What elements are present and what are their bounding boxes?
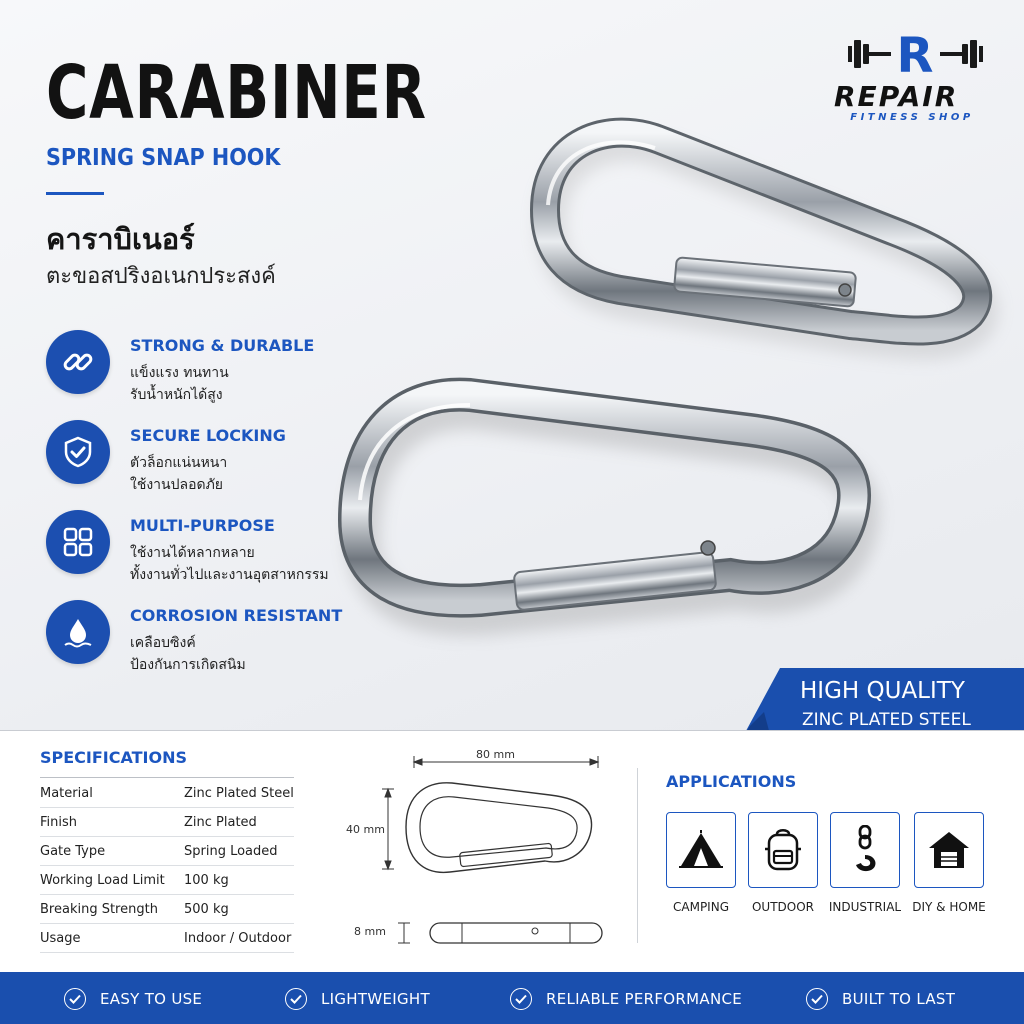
footer-badge-label: RELIABLE PERFORMANCE [546,990,743,1008]
spec-label: Breaking Strength [40,902,158,917]
spec-label: Gate Type [40,844,106,859]
page-title: CARABINER [46,50,427,136]
water-drop-icon [46,600,110,664]
feature-heading: CORROSION RESISTANT [130,606,343,625]
check-circle-icon [510,988,532,1010]
dimension-thickness: 8 mm [354,925,386,938]
application-label: INDUSTRIAL [828,900,902,914]
feature-line: ใช้งานได้หลากหลาย [130,545,255,561]
feature-multi-purpose [46,510,366,590]
spec-row [40,779,294,808]
applications-divider [637,768,638,943]
feature-line: เคลือบซิงค์ [130,635,196,651]
spec-value: Indoor / Outdoor [184,931,292,946]
footer-badge-lightweight [285,986,430,1012]
spec-value: 100 kg [184,873,229,888]
footer-badge-label: BUILT TO LAST [842,990,956,1008]
page-subtitle: SPRING SNAP HOOK [46,145,281,171]
chain-link-icon [46,330,110,394]
spec-value: 500 kg [184,902,229,917]
grid-icon [46,510,110,574]
feature-line: รับน้ำหนักได้สูง [130,387,223,403]
carabiner-product-image [330,100,1020,660]
feature-heading: MULTI-PURPOSE [130,516,275,535]
thai-title: คาราบิเนอร์ [46,222,195,256]
carabiner-back [545,133,983,345]
application-label: DIY & HOME [912,900,986,914]
application-label: CAMPING [673,900,729,914]
spec-row [40,808,294,837]
chain-hook-icon [830,812,900,888]
logo-letter: R [896,28,934,84]
application-diy-home [914,812,984,922]
feature-line: ตัวล็อกแน่นหนา [130,455,228,471]
check-circle-icon [806,988,828,1010]
application-outdoor [748,812,818,922]
feature-heading: SECURE LOCKING [130,426,286,445]
footer-badge-reliable-performance [510,986,742,1012]
spec-label: Material [40,786,93,801]
feature-secure-locking [46,420,366,500]
thai-subtitle: ตะขอสปริงอเนกประสงค์ [46,264,276,289]
feature-line: ทั้งงานทั่วไปและงานอุตสาหกรรม [130,567,329,583]
logo-name: REPAIR [834,80,959,113]
spec-value: Zinc Plated Steel [184,786,294,801]
specifications-title: SPECIFICATIONS [40,748,188,767]
spec-label: Working Load Limit [40,873,165,888]
feature-strong-durable [46,330,366,410]
house-icon [914,812,984,888]
application-label: OUTDOOR [751,900,815,914]
dimension-drawing [340,745,620,955]
title-divider [46,192,104,195]
spec-row [40,924,294,953]
shield-check-icon [46,420,110,484]
quality-banner-subtitle: ZINC PLATED STEEL [802,710,971,730]
specifications-divider [40,777,294,778]
footer-badge-built-to-last [806,986,955,1012]
spec-row [40,895,294,924]
footer-badge-label: EASY TO USE [100,990,203,1008]
dimension-height: 40 mm [346,823,385,836]
spec-row [40,837,294,866]
quality-banner-title: HIGH QUALITY [800,678,965,704]
footer-badge-easy-to-use [64,986,202,1012]
applications-title: APPLICATIONS [666,772,797,791]
feature-line: แข็งแรง ทนทาน [130,365,229,381]
footer-badge-label: LIGHTWEIGHT [321,990,430,1008]
backpack-icon [748,812,818,888]
carabiner-front [355,395,862,619]
dimension-length: 80 mm [476,748,515,761]
tent-icon [666,812,736,888]
spec-row [40,866,294,895]
feature-corrosion-resistant [46,600,366,680]
spec-label: Usage [40,931,81,946]
application-camping [666,812,736,922]
check-circle-icon [285,988,307,1010]
check-circle-icon [64,988,86,1010]
feature-line: ใช้งานปลอดภัย [130,477,224,493]
spec-value: Spring Loaded [184,844,278,859]
spec-value: Zinc Plated [184,815,257,830]
feature-line: ป้องกันการเกิดสนิม [130,657,246,673]
application-industrial [830,812,900,922]
feature-heading: STRONG & DURABLE [130,336,315,355]
spec-label: Finish [40,815,78,830]
logo-tagline: FITNESS SHOP [850,112,974,123]
